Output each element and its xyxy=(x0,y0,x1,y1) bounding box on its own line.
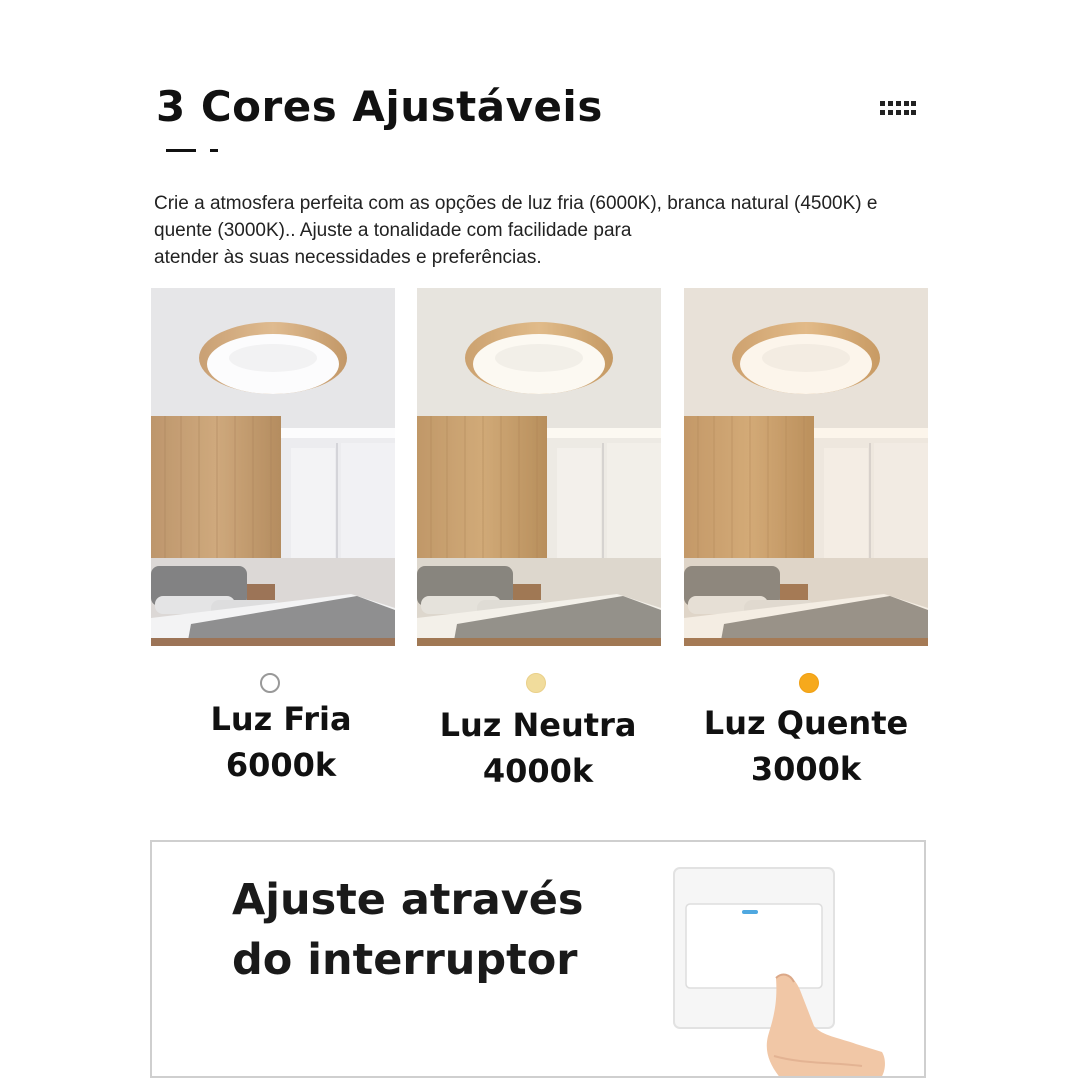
neutral-swatch-icon xyxy=(526,673,546,693)
option-name: Luz Quente xyxy=(703,704,909,742)
option-name: Luz Fria xyxy=(210,700,352,738)
option-temperature: 4000k xyxy=(482,752,594,790)
option-temperature: 3000k xyxy=(750,750,862,788)
neutral-label xyxy=(428,702,648,794)
cold-light-photo xyxy=(151,288,395,646)
wall-switch-icon xyxy=(672,866,922,1078)
intro-paragraph xyxy=(154,190,994,271)
title-underline xyxy=(166,149,196,152)
banner-line: do interruptor xyxy=(232,935,578,985)
title-underline-dot xyxy=(210,149,218,152)
intro-line: Crie a atmosfera perfeita com as opções de luz fria (6000K), branca natural (4500K) e xyxy=(154,193,878,214)
switch-banner xyxy=(150,840,926,1078)
intro-line: quente (3000K).. Ajuste a tonalidade com facilidade para xyxy=(154,220,632,241)
banner-text xyxy=(232,870,584,990)
option-temperature: 6000k xyxy=(225,746,337,784)
intro-line: atender às suas necessidades e preferências. xyxy=(154,247,542,268)
neutral-light-photo xyxy=(417,288,661,646)
page-title: 3 Cores Ajustáveis xyxy=(156,82,603,131)
warm-light-photo xyxy=(684,288,928,646)
banner-line: Ajuste através xyxy=(232,875,584,925)
warm-swatch-icon xyxy=(799,673,819,693)
option-name: Luz Neutra xyxy=(439,706,637,744)
warm-label xyxy=(686,700,926,792)
grid-icon[interactable] xyxy=(880,101,916,119)
cold-swatch-icon xyxy=(260,673,280,693)
cold-label xyxy=(181,696,381,788)
